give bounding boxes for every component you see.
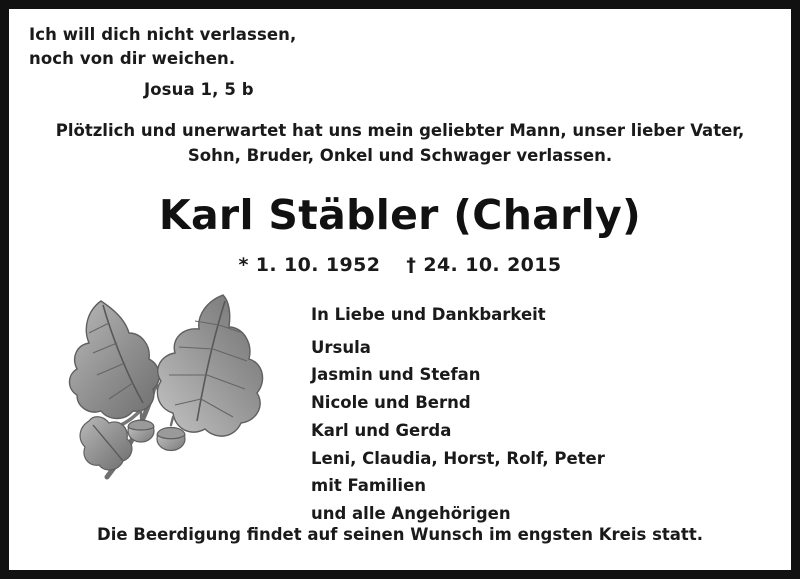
mourner-3: Nicole und Bernd	[311, 393, 471, 413]
verse-reference: Josua 1, 5 b	[144, 79, 254, 99]
oak-branch-icon	[37, 271, 287, 501]
verse-line-1: Ich will dich nicht verlassen,	[29, 25, 297, 44]
mourner-2: Jasmin und Stefan	[311, 365, 481, 385]
dedication-line: In Liebe und Dankbarkeit	[311, 305, 546, 324]
intro-line-1: Plötzlich und unerwartet hat uns mein geliebter Mann, unser lieber Vater,	[55, 121, 745, 140]
mourner-4: Karl und Gerda	[311, 420, 452, 440]
death-date: † 24. 10. 2015	[406, 254, 562, 276]
bible-verse	[29, 23, 449, 102]
mourner-5: Leni, Claudia, Horst, Rolf, Peter	[311, 448, 605, 468]
mourner-7: und alle Angehörigen	[311, 504, 511, 524]
verse-line-2: noch von dir weichen.	[29, 48, 236, 68]
notice-content	[9, 9, 791, 570]
intro-line-2: Sohn, Bruder, Onkel und Schwager verlassen.	[187, 145, 613, 165]
intro-text	[9, 119, 791, 169]
mourners-block	[311, 301, 711, 528]
mourner-6: mit Familien	[311, 476, 427, 496]
funeral-note: Die Beerdigung findet auf seinen Wunsch im engsten Kreis statt.	[97, 525, 703, 544]
birth-date: * 1. 10. 1952	[238, 254, 381, 276]
deceased-name: Karl Stäbler (Charly)	[158, 191, 642, 239]
mourner-1: Ursula	[311, 337, 371, 357]
